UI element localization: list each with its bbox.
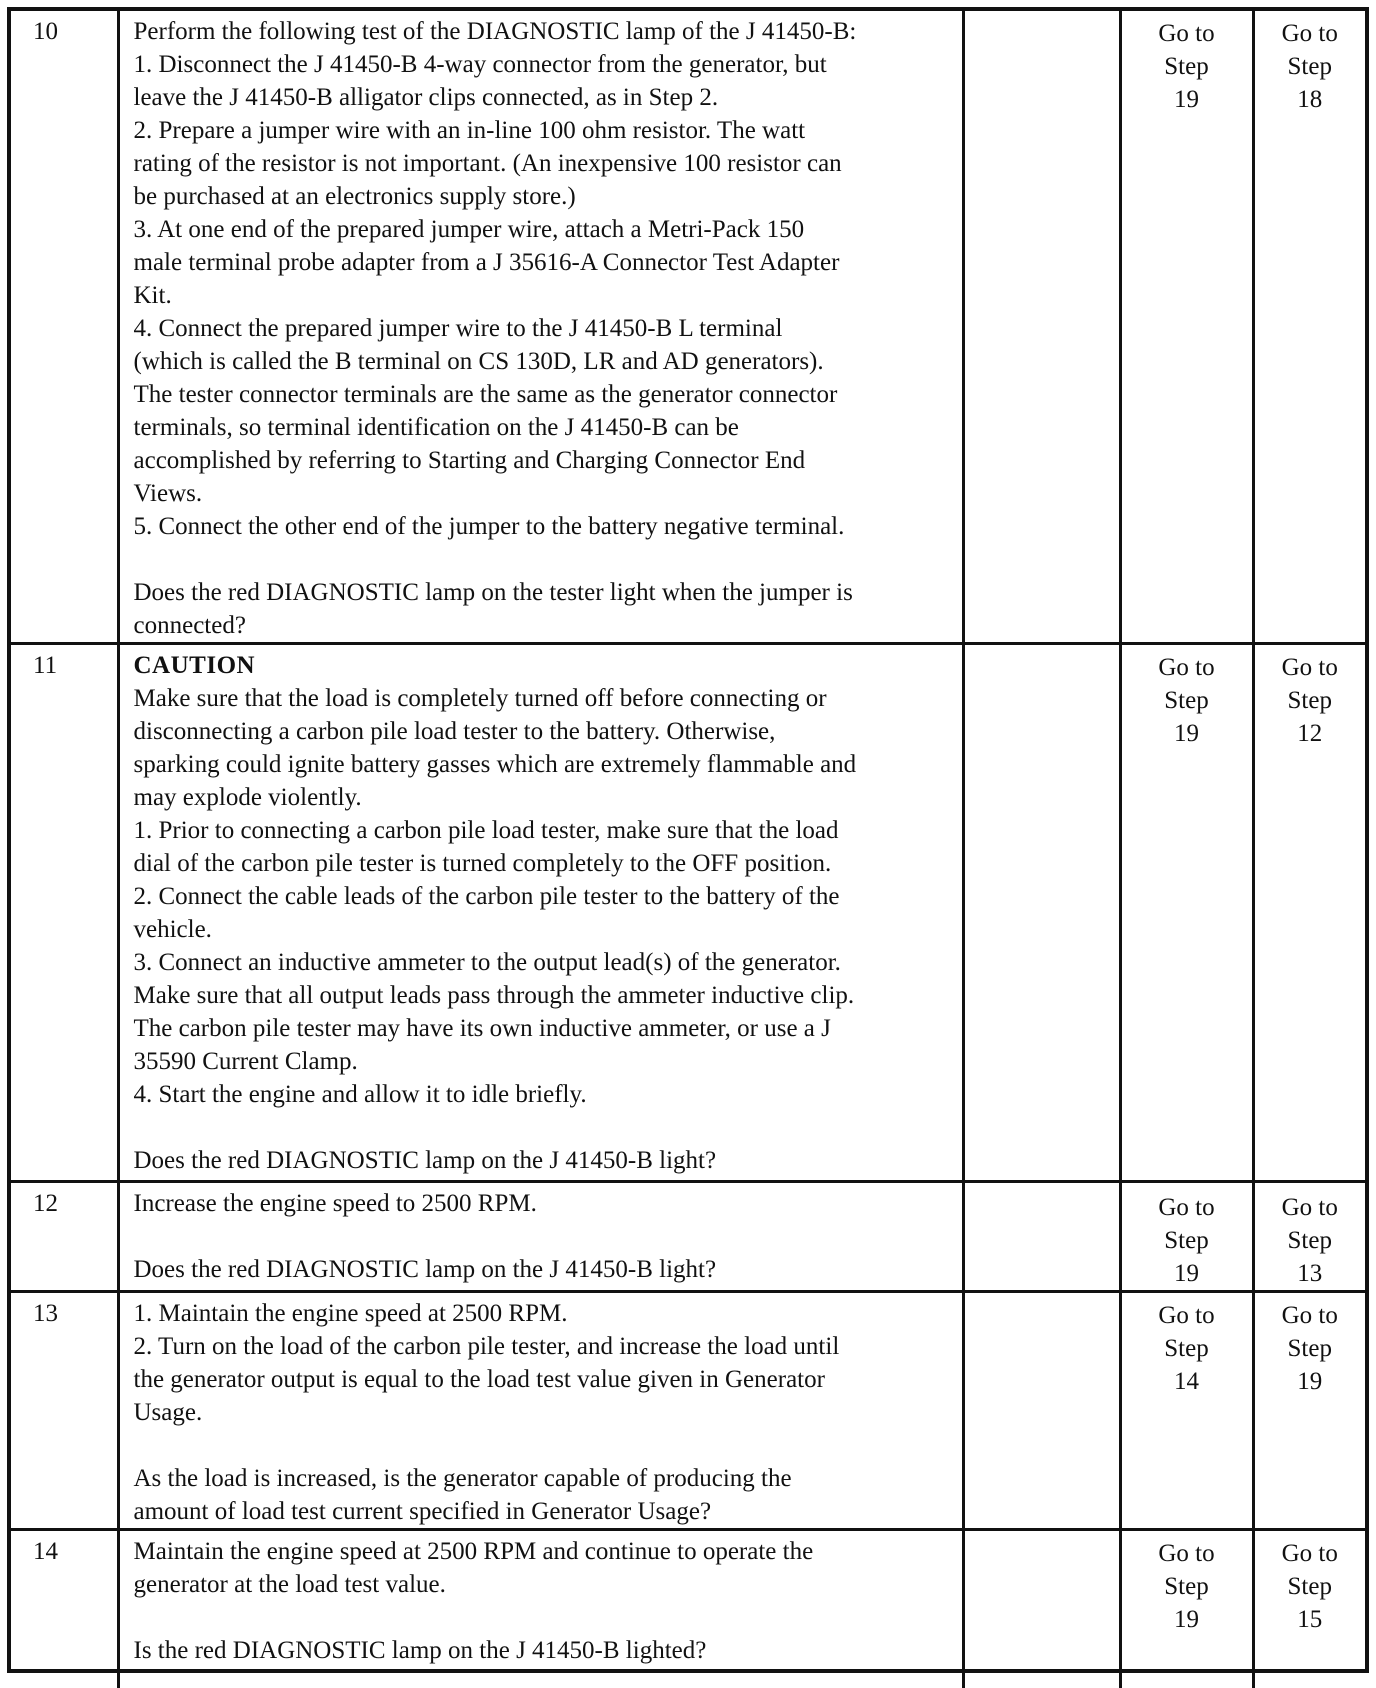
go-to-text: Go to [1281,20,1338,47]
step-value [963,1530,1120,1688]
go-to-text: Step [1287,1227,1332,1254]
blank-line [134,1429,950,1462]
go-to-text: Step [1287,687,1332,714]
action-line: Perform the following test of the DIAGNOSTIC lamp of the J 41450-B: [133,18,857,45]
action-line: may explode violently. [133,784,362,811]
step-no-result [1253,1530,1365,1688]
go-to-text: Step [1164,1573,1209,1600]
step-yes-result [1120,1292,1253,1530]
action-line: rating of the resistor is not important. (An inexpensive 100 resistor can [133,150,842,177]
action-line: As the load is increased, is the generator capable of producing the [133,1465,792,1492]
step-row-11 [11,644,1365,1182]
action-line: Make sure that the load is completely turned off before connecting or [133,685,827,712]
step-row-12 [11,1182,1365,1292]
action-line: The carbon pile tester may have its own inductive ammeter, or use a J [133,1015,831,1042]
action-line: the generator output is equal to the load test value given in Generator [133,1366,825,1393]
action-line: amount of load test current specified in Generator Usage? [133,1498,712,1525]
action-line: Does the red DIAGNOSTIC lamp on the J 41450-B light? [133,1256,717,1283]
step-number: 10 [11,11,118,644]
go-to-text: Go to [1158,20,1215,47]
step-yes-result [1120,1182,1253,1292]
diagnostic-table-page [7,7,1369,1673]
step-value [963,1292,1120,1530]
action-line: Is the red DIAGNOSTIC lamp on the J 41450-B lighted? [133,1637,707,1664]
caution-heading: CAUTION [133,652,256,679]
step-row-10 [11,11,1365,644]
step-number: 13 [11,1292,118,1530]
go-to-text: 14 [1174,1368,1199,1395]
action-line: 2. Prepare a jumper wire with an in-line 100 ohm resistor. The watt [133,117,806,144]
diagnostic-steps-table [11,11,1365,1688]
action-line: Maintain the engine speed at 2500 RPM and continue to operate the [133,1538,814,1565]
blank-line [134,1111,950,1144]
go-to-text: Step [1164,1227,1209,1254]
action-line: 1. Prior to connecting a carbon pile load tester, make sure that the load [133,817,839,844]
go-to-text: Step [1164,53,1209,80]
step-number: 12 [11,1182,118,1292]
steps-table-body [11,11,1365,1688]
go-to-text: 19 [1174,1606,1199,1633]
go-to-text: Go to [1281,1540,1338,1567]
action-line: accomplished by referring to Starting and Charging Connector End [133,447,806,474]
action-line: 3. Connect an inductive ammeter to the output lead(s) of the generator. [133,949,841,976]
action-line: Make sure that all output leads pass through the ammeter inductive clip. [133,982,855,1009]
action-line: Views. [133,480,203,507]
step-no-result [1253,644,1365,1182]
action-line: male terminal probe adapter from a J 35616-A Connector Test Adapter [133,249,840,276]
action-line: leave the J 41450-B alligator clips connected, as in Step 2. [133,84,719,111]
go-to-text: 18 [1297,86,1323,113]
step-value [963,11,1120,644]
go-to-text: 19 [1297,1368,1323,1395]
action-line: Kit. [133,282,172,309]
go-to-text: 19 [1174,1260,1199,1287]
action-line: The tester connector terminals are the same as the generator connector [133,381,838,408]
action-line: Usage. [133,1399,203,1426]
go-to-text: Step [1287,53,1332,80]
step-yes-result [1120,644,1253,1182]
step-row-13 [11,1292,1365,1530]
go-to-text: Step [1287,1335,1332,1362]
go-to-text: Go to [1158,1540,1215,1567]
step-number: 11 [11,644,118,1182]
action-line: disconnecting a carbon pile load tester to the battery. Otherwise, [133,718,776,745]
action-line: Does the red DIAGNOSTIC lamp on the tester light when the jumper is [133,579,853,606]
action-line: 1. Maintain the engine speed at 2500 RPM. [133,1300,568,1327]
step-action [118,11,963,644]
action-line: sparking could ignite battery gasses which are extremely flammable and [133,751,857,778]
go-to-text: Step [1164,687,1209,714]
go-to-text: 15 [1297,1606,1323,1633]
go-to-text: Step [1164,1335,1209,1362]
action-line: 5. Connect the other end of the jumper to the battery negative terminal. [133,513,845,540]
action-line: dial of the carbon pile tester is turned completely to the OFF position. [133,850,832,877]
go-to-text: Step [1287,1573,1332,1600]
step-value [963,644,1120,1182]
step-action [118,1182,963,1292]
step-yes-result [1120,1530,1253,1688]
step-yes-result [1120,11,1253,644]
step-row-14 [11,1530,1365,1688]
action-line: be purchased at an electronics supply store.) [133,183,576,210]
action-line: 35590 Current Clamp. [133,1048,358,1075]
step-no-result [1253,1292,1365,1530]
step-action [118,644,963,1182]
go-to-text: Go to [1281,1302,1338,1329]
action-line: vehicle. [133,916,212,943]
step-number: 14 [11,1530,118,1688]
go-to-text: Go to [1158,654,1215,681]
blank-line [134,543,950,576]
go-to-text: Go to [1281,654,1338,681]
action-line: 3. At one end of the prepared jumper wire, attach a Metri-Pack 150 [133,216,805,243]
action-line: 2. Turn on the load of the carbon pile tester, and increase the load until [133,1333,840,1360]
go-to-text: 12 [1297,720,1323,747]
action-line: 1. Disconnect the J 41450-B 4-way connector from the generator, but [133,51,827,78]
action-line: generator at the load test value. [133,1571,446,1598]
go-to-text: Go to [1158,1194,1215,1221]
step-action [118,1292,963,1530]
go-to-text: 13 [1297,1260,1323,1287]
action-line: connected? [133,612,246,639]
action-line: Does the red DIAGNOSTIC lamp on the J 41450-B light? [133,1147,717,1174]
blank-line [134,1220,950,1253]
step-value [963,1182,1120,1292]
action-line: 4. Start the engine and allow it to idle briefly. [133,1081,587,1108]
go-to-text: Go to [1281,1194,1338,1221]
action-line: (which is called the B terminal on CS 130D, LR and AD generators). [133,348,824,375]
step-action [118,1530,963,1688]
go-to-text: 19 [1174,86,1199,113]
blank-line [134,1601,950,1634]
action-line: terminals, so terminal identification on the J 41450-B can be [133,414,739,441]
step-no-result [1253,1182,1365,1292]
go-to-text: 19 [1174,720,1199,747]
go-to-text: Go to [1158,1302,1215,1329]
action-line: 4. Connect the prepared jumper wire to the J 41450-B L terminal [133,315,783,342]
action-line: Increase the engine speed to 2500 RPM. [133,1190,537,1217]
action-line: 2. Connect the cable leads of the carbon pile tester to the battery of the [133,883,840,910]
step-no-result [1253,11,1365,644]
